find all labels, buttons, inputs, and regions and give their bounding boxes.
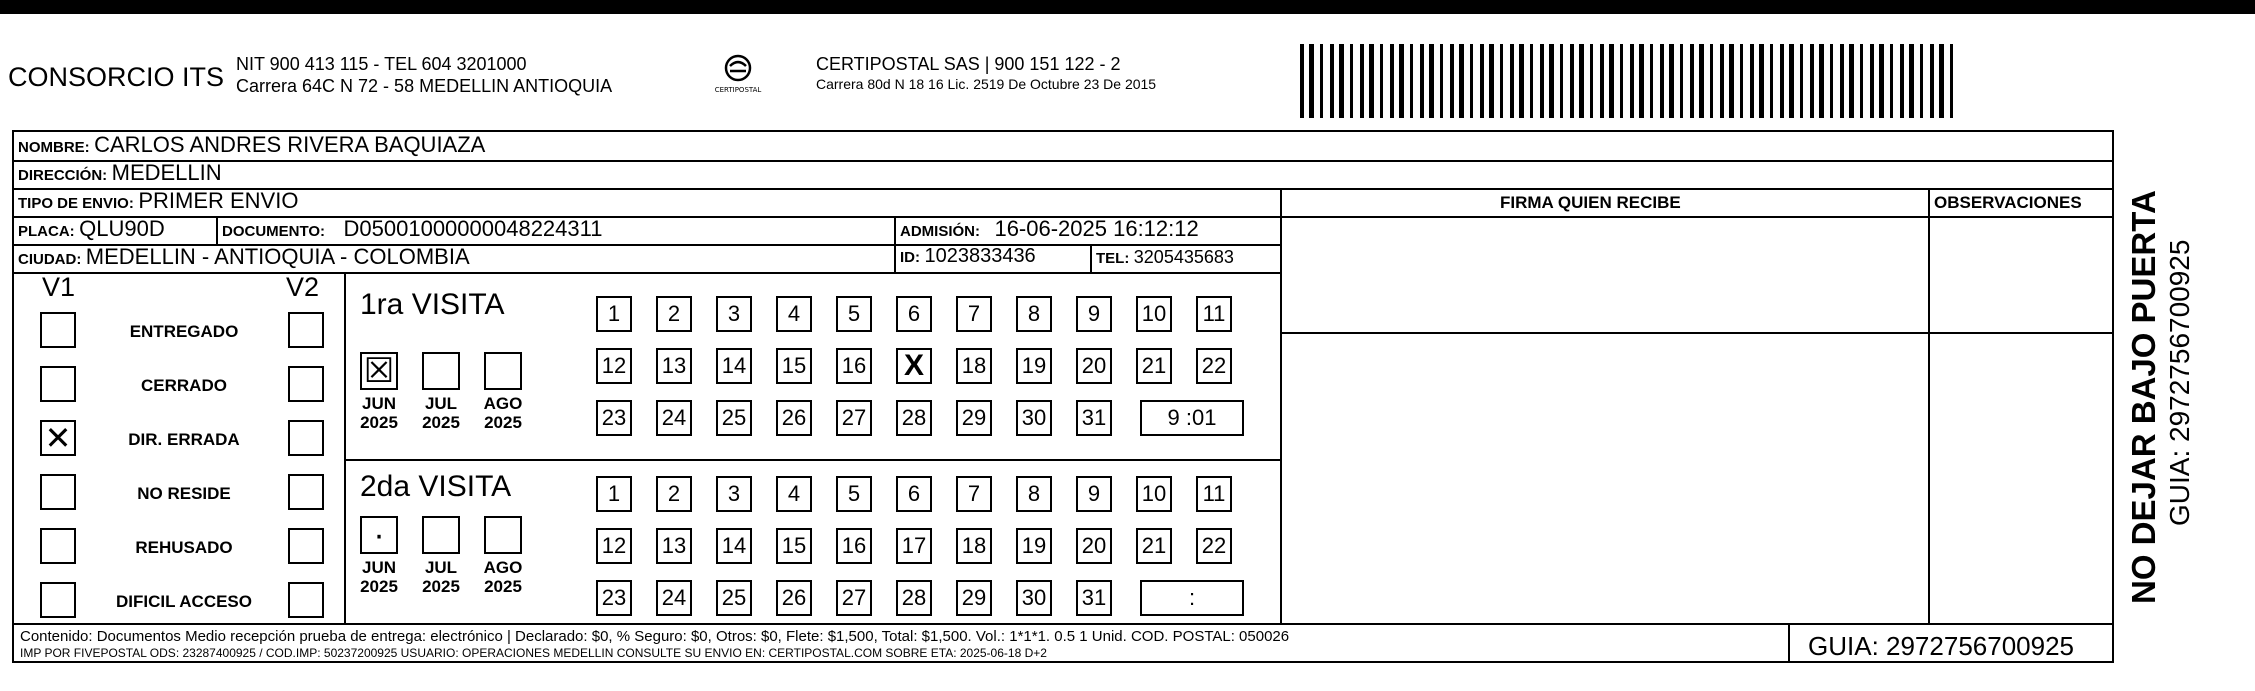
shipment-type: PRIMER ENVIO xyxy=(138,188,299,213)
city-row: CIUDAD: MEDELLIN - ANTIOQUIA - COLOMBIA xyxy=(18,244,470,269)
second-day-box[interactable]: 17 xyxy=(896,528,932,564)
second-time-box[interactable]: : xyxy=(1140,580,1244,616)
first-day-box[interactable]: 30 xyxy=(1016,400,1052,436)
courier-address: Carrera 80d N 18 16 Lic. 2519 De Octubre 23 De 2015 xyxy=(816,76,1157,92)
second-day-box[interactable]: 27 xyxy=(836,580,872,616)
company-nit: NIT 900 413 115 - TEL 604 3201000 xyxy=(236,54,527,74)
first-day-box[interactable]: 27 xyxy=(836,400,872,436)
courier-name: CERTIPOSTAL SAS | 900 151 122 - 2 xyxy=(816,54,1121,74)
v2-checkbox[interactable] xyxy=(288,420,324,456)
second-day-box[interactable]: 1 xyxy=(596,476,632,512)
second-day-box[interactable]: 18 xyxy=(956,528,992,564)
document-row: DOCUMENTO: D05001000000048224311 xyxy=(222,216,603,241)
v2-checkbox[interactable] xyxy=(288,528,324,564)
status-label: DIFICIL ACCESO xyxy=(115,592,252,611)
first-day-box[interactable]: 24 xyxy=(656,400,692,436)
second-day-box[interactable]: 25 xyxy=(716,580,752,616)
first-day-box[interactable]: 8 xyxy=(1016,296,1052,332)
second-month-checkbox[interactable] xyxy=(422,516,460,554)
second-day-box[interactable]: 11 xyxy=(1196,476,1232,512)
second-day-box[interactable]: 7 xyxy=(956,476,992,512)
second-day-box[interactable]: 31 xyxy=(1076,580,1112,616)
side-panel xyxy=(2115,130,2255,663)
contents-line: Contenido: Documentos Medio recepción prueba de entrega: electrónico | Declarado: $0, % Seguro: $0, Otros: $0, Flete: $1,500, Total: $1,500. Vol.: 1*1*1. 0.5 1 Unid. COD. POSTAL: 050026 xyxy=(20,628,1290,645)
second-day-box[interactable]: 10 xyxy=(1136,476,1172,512)
v1-checkbox[interactable] xyxy=(40,312,76,348)
v1-checkbox[interactable] xyxy=(40,366,76,402)
second-day-box[interactable]: 28 xyxy=(896,580,932,616)
first-month-label: JUN 2025 xyxy=(360,394,398,432)
second-day-box[interactable]: 3 xyxy=(716,476,752,512)
tel-value: 3205435683 xyxy=(1133,247,1234,267)
certipostal-logo xyxy=(714,52,762,98)
v2-label: V2 xyxy=(286,272,320,302)
second-day-box[interactable]: 29 xyxy=(956,580,992,616)
v2-checkbox[interactable] xyxy=(288,474,324,510)
first-month-checkbox[interactable]: ☒ xyxy=(360,352,398,390)
document-value: D05001000000048224311 xyxy=(343,216,603,241)
first-month-label: JUL 2025 xyxy=(422,394,460,432)
barcode xyxy=(1300,44,1960,118)
second-month-label: JUL 2025 xyxy=(422,558,460,596)
second-day-box[interactable]: 14 xyxy=(716,528,752,564)
first-day-box[interactable]: 14 xyxy=(716,348,752,384)
first-month-checkbox[interactable] xyxy=(484,352,522,390)
first-day-box[interactable]: 22 xyxy=(1196,348,1232,384)
city-value: MEDELLIN - ANTIOQUIA - COLOMBIA xyxy=(85,244,470,269)
first-day-box[interactable]: 20 xyxy=(1076,348,1112,384)
first-day-box[interactable]: 26 xyxy=(776,400,812,436)
first-day-box[interactable]: 7 xyxy=(956,296,992,332)
first-day-box[interactable]: 29 xyxy=(956,400,992,436)
first-day-box[interactable]: 4 xyxy=(776,296,812,332)
first-day-box[interactable]: 5 xyxy=(836,296,872,332)
first-day-box[interactable]: 19 xyxy=(1016,348,1052,384)
first-month-checkbox[interactable] xyxy=(422,352,460,390)
first-day-box[interactable]: 13 xyxy=(656,348,692,384)
first-day-box[interactable]: 9 xyxy=(1076,296,1112,332)
plate-row: PLACA: QLU90D xyxy=(18,216,165,241)
second-day-box[interactable]: 12 xyxy=(596,528,632,564)
status-label: REHUSADO xyxy=(135,538,233,557)
second-day-box[interactable]: 22 xyxy=(1196,528,1232,564)
id-row: ID: 1023833436 xyxy=(900,245,1036,267)
company-name: CONSORCIO ITS xyxy=(8,62,225,92)
second-day-box[interactable]: 15 xyxy=(776,528,812,564)
admission-row: ADMISIÓN: 16-06-2025 16:12:12 xyxy=(900,216,1199,241)
first-day-box[interactable]: 16 xyxy=(836,348,872,384)
imp-line: IMP POR FIVEPOSTAL ODS: 23287400925 / COD.IMP: 50237200925 USUARIO: OPERACIONES MEDELLIN CONSULTE SU ENVIO EN: CERTIPOSTAL.COM SOBRE ETA: 2025-06-18 D+2 xyxy=(20,646,1047,660)
second-month-label: AGO 2025 xyxy=(483,558,523,596)
second-day-box[interactable]: 26 xyxy=(776,580,812,616)
second-month-checkbox[interactable]: · xyxy=(360,516,398,554)
second-day-box[interactable]: 13 xyxy=(656,528,692,564)
first-day-box[interactable]: 31 xyxy=(1076,400,1112,436)
second-day-box[interactable]: 20 xyxy=(1076,528,1112,564)
v2-checkbox[interactable] xyxy=(288,366,324,402)
first-day-box[interactable]: 1 xyxy=(596,296,632,332)
second-day-box[interactable]: 8 xyxy=(1016,476,1052,512)
first-day-box[interactable]: 3 xyxy=(716,296,752,332)
logo-text: CERTIPOSTAL xyxy=(714,86,762,94)
first-day-box[interactable]: 12 xyxy=(596,348,632,384)
first-day-box[interactable]: 21 xyxy=(1136,348,1172,384)
second-day-box[interactable]: 24 xyxy=(656,580,692,616)
first-month-label: AGO 2025 xyxy=(483,394,523,432)
second-day-box[interactable]: 6 xyxy=(896,476,932,512)
second-visit-title: 2da VISITA xyxy=(360,470,512,503)
v2-checkbox[interactable] xyxy=(288,582,324,618)
second-day-box[interactable]: 4 xyxy=(776,476,812,512)
second-day-box[interactable]: 21 xyxy=(1136,528,1172,564)
second-day-box[interactable]: 16 xyxy=(836,528,872,564)
second-month-checkbox[interactable] xyxy=(484,516,522,554)
first-day-box[interactable]: 23 xyxy=(596,400,632,436)
second-day-box[interactable]: 23 xyxy=(596,580,632,616)
recipient-name: CARLOS ANDRES RIVERA BAQUIAZA xyxy=(94,132,486,157)
status-label: DIR. ERRADA xyxy=(128,430,240,449)
second-day-box[interactable]: 30 xyxy=(1016,580,1052,616)
guia-box: GUIA: 2972756700925 xyxy=(1808,631,2074,661)
first-day-box[interactable]: 2 xyxy=(656,296,692,332)
recipient-address: MEDELLIN xyxy=(111,160,222,185)
signature-title: FIRMA QUIEN RECIBE xyxy=(1500,193,1681,212)
v1-label: V1 xyxy=(42,272,76,302)
first-day-box[interactable]: 25 xyxy=(716,400,752,436)
first-day-box[interactable]: 11 xyxy=(1196,296,1232,332)
status-label: CERRADO xyxy=(141,376,227,395)
first-day-box[interactable]: 28 xyxy=(896,400,932,436)
label-frame xyxy=(12,130,2114,663)
v1-checkbox[interactable]: ✕ xyxy=(40,420,76,456)
second-day-box[interactable]: 5 xyxy=(836,476,872,512)
shipment-type-row: TIPO DE ENVIO: PRIMER ENVIO xyxy=(18,188,299,213)
v2-checkbox[interactable] xyxy=(288,312,324,348)
side-warning: NO DEJAR BAJO PUERTA xyxy=(2125,190,2162,604)
v1-checkbox[interactable] xyxy=(40,528,76,564)
first-visit-title: 1ra VISITA xyxy=(360,288,505,321)
first-day-box[interactable]: X xyxy=(896,348,932,384)
first-day-box[interactable]: 10 xyxy=(1136,296,1172,332)
tel-row: TEL: 3205435683 xyxy=(1096,247,1234,267)
first-time-box[interactable]: 9 :01 xyxy=(1140,400,1244,436)
second-day-box[interactable]: 2 xyxy=(656,476,692,512)
observations-title: OBSERVACIONES xyxy=(1934,193,2082,212)
first-day-box[interactable]: 15 xyxy=(776,348,812,384)
admission-value: 16-06-2025 16:12:12 xyxy=(994,216,1199,241)
address-row: DIRECCIÓN: MEDELLIN xyxy=(18,160,222,185)
v1-checkbox[interactable] xyxy=(40,582,76,618)
status-label: ENTREGADO xyxy=(129,322,239,341)
plate-value: QLU90D xyxy=(79,216,165,241)
first-day-box[interactable]: 18 xyxy=(956,348,992,384)
top-border xyxy=(0,0,2255,14)
second-month-label: JUN 2025 xyxy=(360,558,398,596)
company-address: Carrera 64C N 72 - 58 MEDELLIN ANTIOQUIA xyxy=(236,76,613,96)
second-day-box[interactable]: 19 xyxy=(1016,528,1052,564)
v1-checkbox[interactable] xyxy=(40,474,76,510)
second-day-box[interactable]: 9 xyxy=(1076,476,1112,512)
id-value: 1023833436 xyxy=(924,245,1036,267)
status-label: NO RESIDE xyxy=(137,484,231,503)
first-day-box[interactable]: 6 xyxy=(896,296,932,332)
name-row: NOMBRE: CARLOS ANDRES RIVERA BAQUIAZA xyxy=(18,132,486,157)
side-guia: GUIA: 2972756700925 xyxy=(2164,239,2195,526)
